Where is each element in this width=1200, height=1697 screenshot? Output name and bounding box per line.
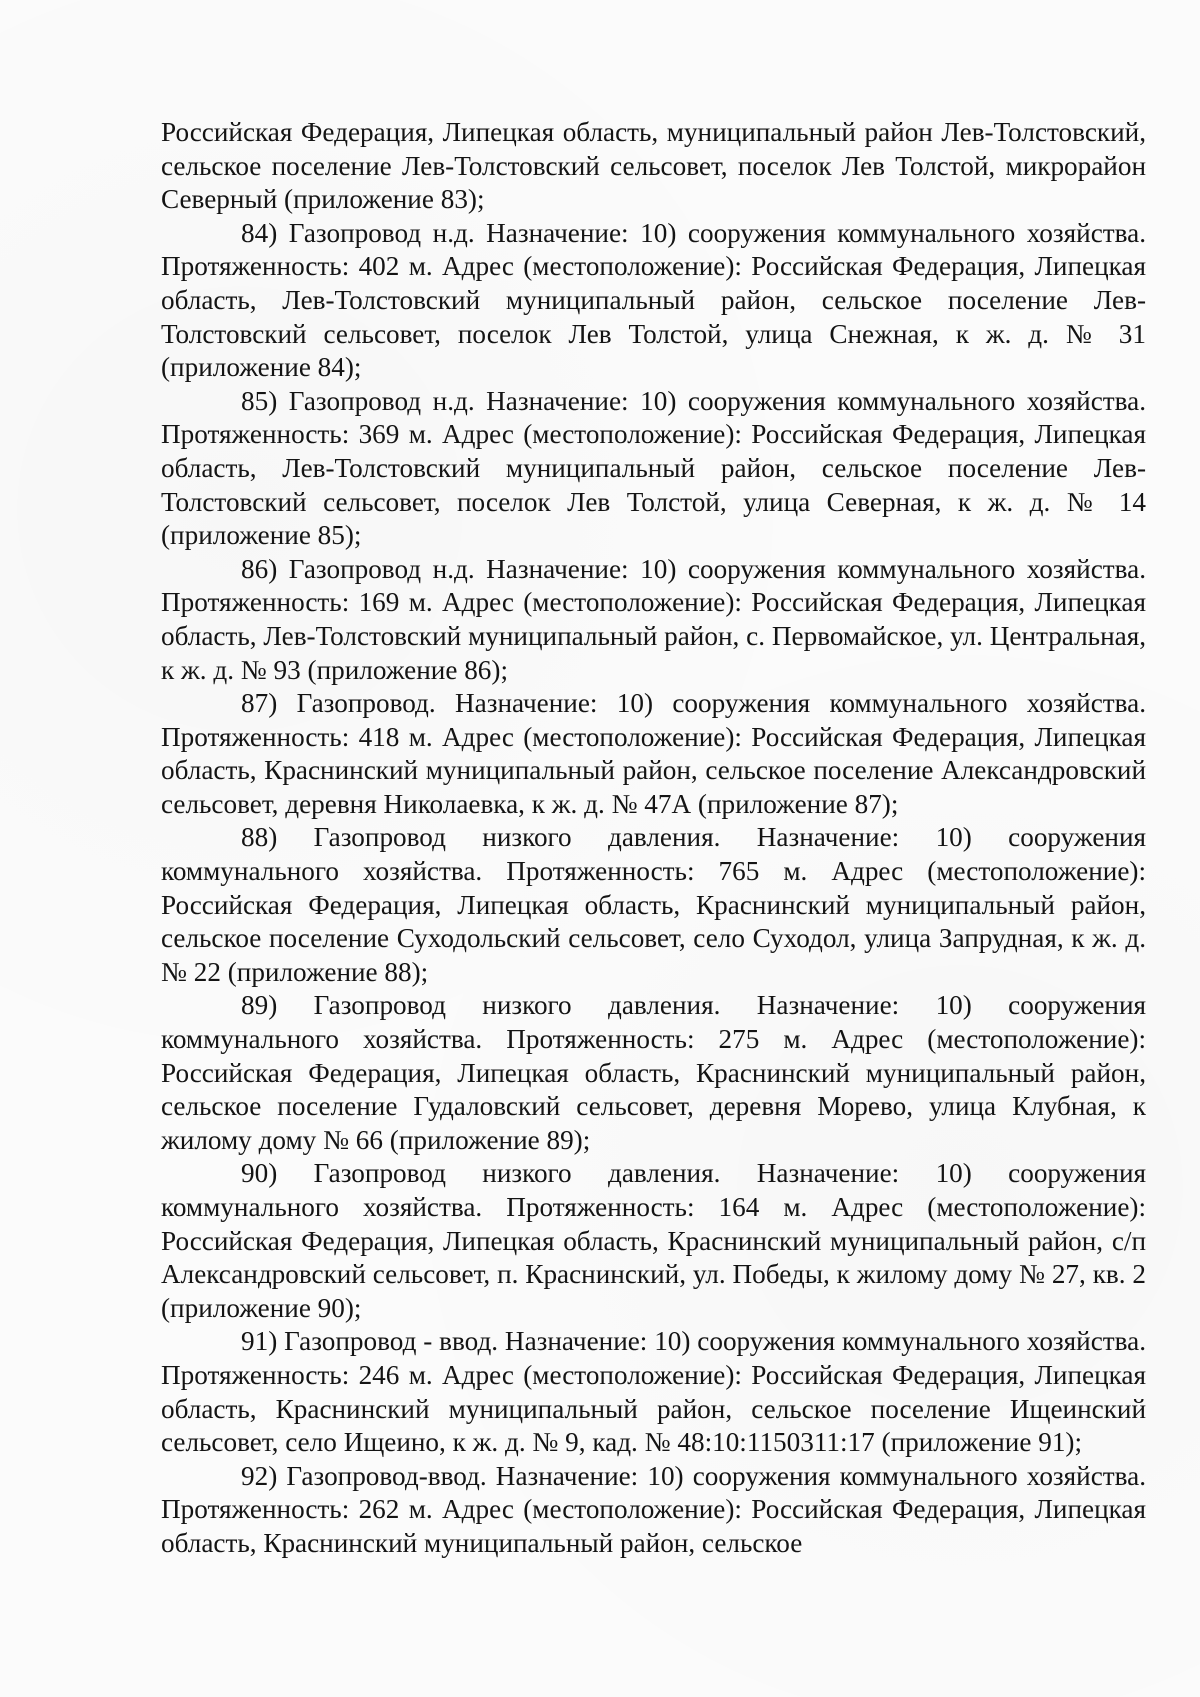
item-text: Российская Федерация, Липецкая область, муниципальный район Лев-Толстовский, сельское поселение Лев-Толстовский сельсовет, поселок Лев Толстой, микрорайон Северный (приложение 83); bbox=[161, 117, 1146, 215]
list-item-85 bbox=[161, 385, 1146, 553]
list-item-91 bbox=[161, 1325, 1146, 1459]
item-text: Газопровод низкого давления. Назначение: 10) сооружения коммунального хозяйства. Протяженность: 275 м. Адрес (местоположение): Российская Федерация, Липецкая область, Краснинский муниципальный район, сельское поселение Гудаловский сельсовет, деревня Морево, улица Клубная, к жилому дому № 66 (приложение 89); bbox=[161, 990, 1146, 1155]
list-item-87 bbox=[161, 687, 1146, 821]
item-number: 87) bbox=[241, 688, 278, 719]
document-body bbox=[161, 116, 1146, 1561]
item-number: 90) bbox=[241, 1158, 278, 1189]
item-number: 86) bbox=[241, 553, 278, 584]
item-text: Газопровод. Назначение: 10) сооружения коммунального хозяйства. Протяженность: 418 м. Адрес (местоположение): Российская Федерация, Липецкая область, Краснинский муниципальный район, сельское поселение Александровский сельсовет, деревня Николаевка, к ж. д. № 47А (приложение 87); bbox=[161, 688, 1146, 819]
list-item-88 bbox=[161, 821, 1146, 989]
paragraph-continuation bbox=[161, 116, 1146, 217]
item-number: 91) bbox=[241, 1326, 278, 1357]
item-number: 89) bbox=[241, 990, 278, 1021]
item-text: Газопровод низкого давления. Назначение: 10) сооружения коммунального хозяйства. Протяженность: 765 м. Адрес (местоположение): Российская Федерация, Липецкая область, Краснинский муниципальный район, сельское поселение Суходольский сельсовет, село Суходол, улица Запрудная, к ж. д. № 22 (приложение 88); bbox=[161, 822, 1146, 987]
list-item-89 bbox=[161, 989, 1146, 1157]
item-text: Газопровод н.д. Назначение: 10) сооружения коммунального хозяйства. Протяженность: 402 м. Адрес (местоположение): Российская Федерация, Липецкая область, Лев-Толстовский муниципальный район, сельское поселение Лев-Толстовский сельсовет, поселок Лев Толстой, улица Снежная, к ж. д. № 31 (приложение 84); bbox=[161, 217, 1146, 383]
list-item-84 bbox=[161, 217, 1146, 385]
item-number: 85) bbox=[241, 385, 278, 416]
item-text: Газопровод низкого давления. Назначение: 10) сооружения коммунального хозяйства. Протяженность: 164 м. Адрес (местоположение): Российская Федерация, Липецкая область, Краснинский муниципальный район, с/п Александровский сельсовет, п. Краснинский, ул. Победы, к жилому дому № 27, кв. 2 (приложение 90); bbox=[161, 1158, 1146, 1323]
list-item-90 bbox=[161, 1157, 1146, 1325]
item-number: 84) bbox=[241, 217, 278, 248]
list-item-92 bbox=[161, 1460, 1146, 1561]
item-text: Газопровод н.д. Назначение: 10) сооружения коммунального хозяйства. Протяженность: 369 м. Адрес (местоположение): Российская Федерация, Липецкая область, Лев-Толстовский муниципальный район, сельское поселение Лев-Толстовский сельсовет, поселок Лев Толстой, улица Северная, к ж. д. № 14 (приложение 85); bbox=[161, 385, 1146, 551]
item-number: 92) bbox=[241, 1460, 278, 1491]
item-number: 88) bbox=[241, 822, 278, 853]
item-text: Газопровод-ввод. Назначение: 10) сооружения коммунального хозяйства. Протяженность: 262 м. Адрес (местоположение): Российская Федерация, Липецкая область, Краснинский муниципальный район, сельское bbox=[161, 1460, 1146, 1558]
item-text: Газопровод - ввод. Назначение: 10) сооружения коммунального хозяйства. Протяженность: 246 м. Адрес (местоположение): Российская Федерация, Липецкая область, Краснинский муниципальный район, сельское поселение Ищеинский сельсовет, село Ищеино, к ж. д. № 9, кад. № 48:10:1150311:17 (приложение 91); bbox=[161, 1326, 1146, 1458]
item-text: Газопровод н.д. Назначение: 10) сооружения коммунального хозяйства. Протяженность: 169 м. Адрес (местоположение): Российская Федерация, Липецкая область, Лев-Толстовский муниципальный район, с. Первомайское, ул. Центральная, к ж. д. № 93 (приложение 86); bbox=[161, 553, 1146, 685]
list-item-86 bbox=[161, 553, 1146, 687]
